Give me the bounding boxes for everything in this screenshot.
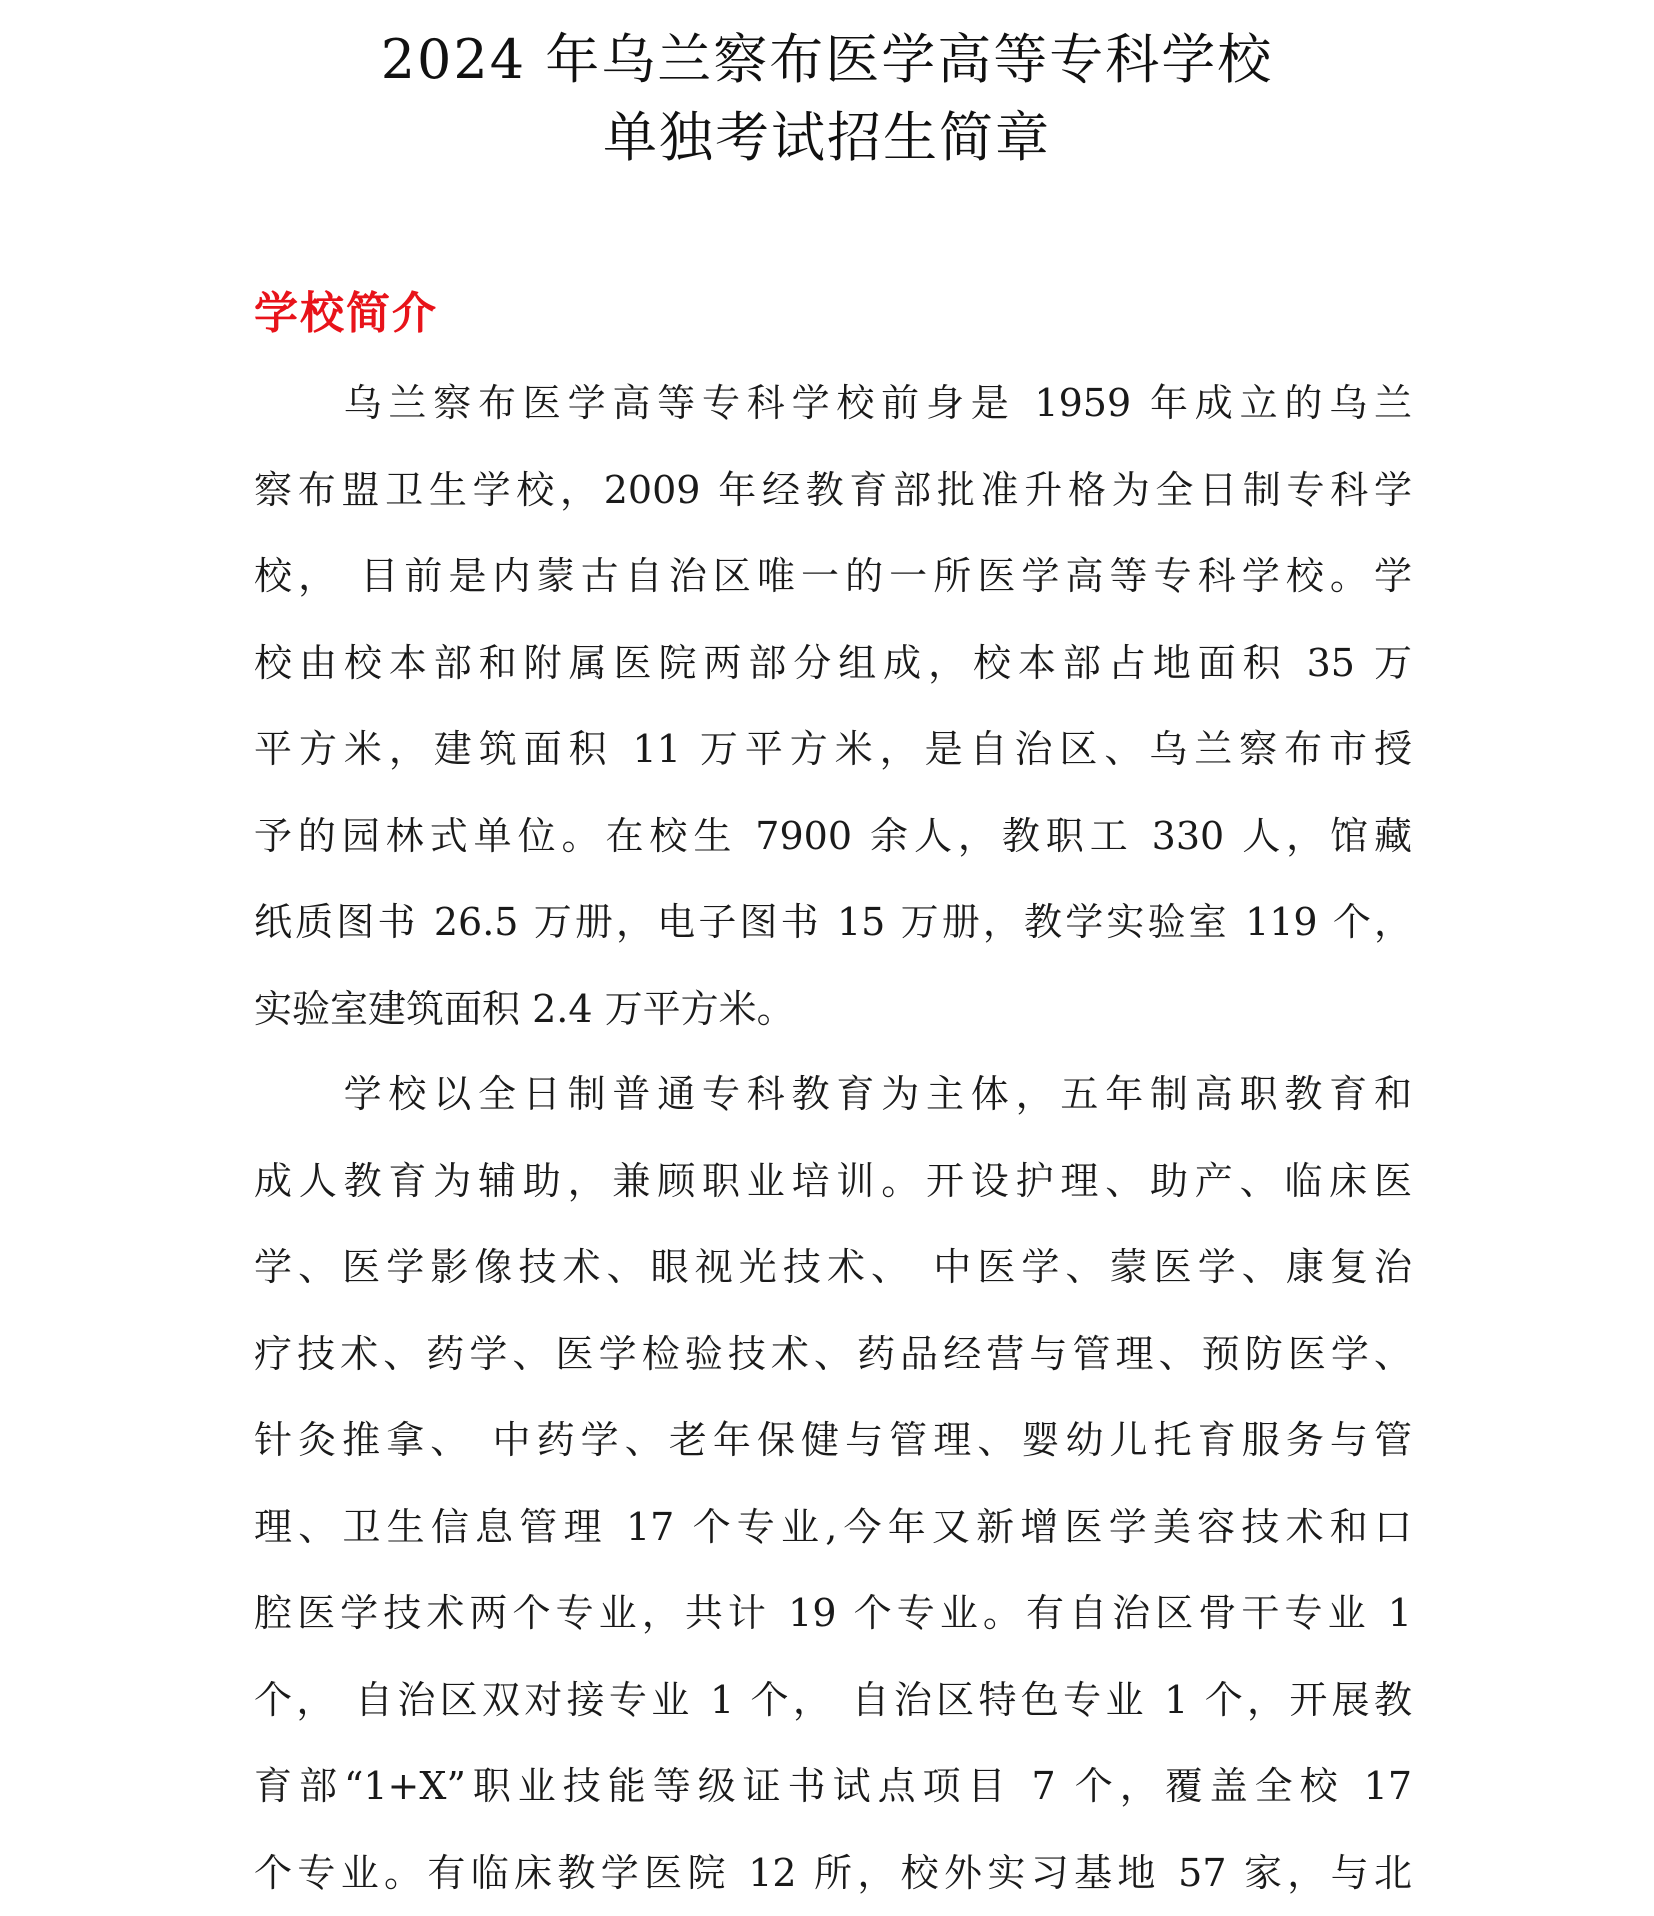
text-line: 个专业。有临床教学医院 12 所，校外实习基地 57 家，与北 [254, 1850, 1412, 1895]
text-line: 乌兰察布医学高等专科学校前身是 1959 年成立的乌兰 [254, 381, 1412, 425]
text-line: 个， 自治区双对接专业 1 个， 自治区特色专业 1 个，开展教 [254, 1677, 1412, 1722]
text-line: 育部“1+X”职业技能等级证书试点项目 7 个，覆盖全校 17 [254, 1764, 1412, 1808]
text-line: 理、卫生信息管理 17 个专业,今年又新增医学美容技术和口 [254, 1504, 1412, 1549]
text-line: 疗技术、药学、医学检验技术、药品经营与管理、预防医学、 [254, 1331, 1412, 1376]
paragraph-school-intro [254, 360, 1412, 1052]
text-line: 学校以全日制普通专科教育为主体，五年制高职教育和 [254, 1072, 1412, 1116]
text-line: 纸质图书 26.5 万册，电子图书 15 万册，教学实验室 119 个， [254, 900, 1412, 944]
text-line: 针灸推拿、 中药学、老年保健与管理、婴幼儿托育服务与管 [254, 1418, 1412, 1462]
text-line: 校由校本部和附属医院两部分组成，校本部占地面积 35 万 [254, 640, 1412, 685]
text-line: 腔医学技术两个专业，共计 19 个专业。有自治区骨干专业 1 [254, 1591, 1412, 1635]
text-line: 察布盟卫生学校，2009 年经教育部批准升格为全日制专科学 [254, 467, 1412, 512]
paragraph-programs [254, 1051, 1412, 1916]
text-line: 平方米，建筑面积 11 万平方米，是自治区、乌兰察布市授 [254, 727, 1412, 771]
document-title-line-2: 单独考试招生简章 [603, 106, 1051, 169]
text-line: 成人教育为辅助，兼顾职业培训。开设护理、助产、临床医 [254, 1158, 1412, 1203]
text-line: 校， 目前是内蒙古自治区唯一的一所医学高等专科学校。学 [254, 554, 1412, 598]
text-line: 实验室建筑面积 2.4 万平方米。 [254, 986, 795, 1031]
text-line: 学、医学影像技术、眼视光技术、 中医学、蒙医学、康复治 [254, 1245, 1412, 1289]
text-line: 予的园林式单位。在校生 7900 余人，教职工 330 人，馆藏 [254, 813, 1412, 858]
section-heading: 学校简介 [254, 288, 438, 339]
document-title-line-1: 2024 年乌兰察布医学高等专科学校 [380, 28, 1274, 91]
